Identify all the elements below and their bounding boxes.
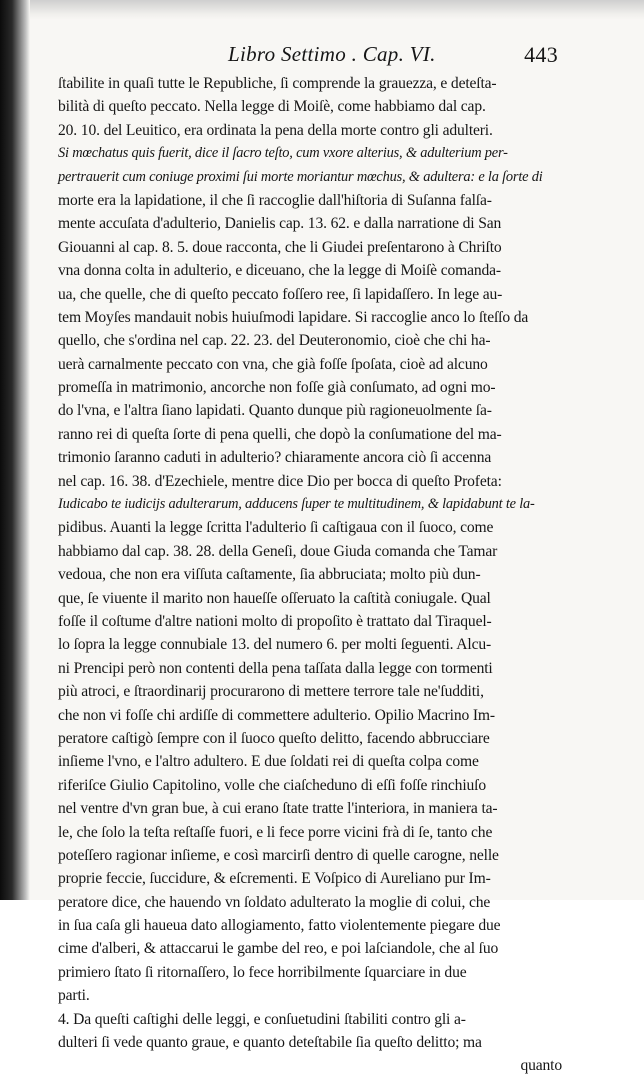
text-line: foſſe il coſtume d'altre nationi molto di propoſito è trattato dal Tiraquel- bbox=[58, 612, 492, 630]
text-line: ſtabilite in quaſi tutte le Republiche, ſi comprende la grauezza, e deteſta- bbox=[58, 75, 497, 92]
text-line: ni Prencipi però non contenti della pena taſſata dalla legge con tormenti bbox=[58, 659, 493, 677]
text-line: tem Moyſes mandauit nobis huiuſmodi lapidare. Si raccoglie anco lo ſteſſo da bbox=[58, 308, 529, 326]
text-line: peratore dice, che hauendo vn ſoldato adulterato la moglie di colui, che bbox=[58, 893, 491, 911]
text-line: que, ſe viuente il marito non haueſſe oſſeruato la caſtità coniugale. Qual bbox=[58, 589, 491, 607]
text-line: peratore caſtigò ſempre con il ſuoco queſto delitto, facendo abbrucciare bbox=[58, 729, 490, 747]
text-line: morte era la lapidatione, il che ſi raccoglie dall'hiſtoria di Suſanna falſa- bbox=[58, 191, 492, 209]
text-line: trimonio ſaranno caduti in adulterio? chiaramente ancora ciò ſi accenna bbox=[58, 449, 492, 467]
text-line: pidibus. Auanti la legge ſcritta l'adulterio ſi caſtigaua con il ſuoco, come bbox=[58, 519, 494, 537]
page-binding-edge bbox=[0, 0, 30, 900]
text-line: pertrauerit cum coniuge proximi ſui morte moriantur mœchus, & adultera: e la ſorte di bbox=[58, 168, 543, 185]
text-line: cime d'alberi, & attaccarui le gambe del reo, e poi laſciandole, che al ſuo bbox=[58, 940, 499, 958]
running-header bbox=[228, 42, 558, 67]
text-line: parti. bbox=[58, 987, 90, 1005]
text-line: lo ſopra la legge connubiale 13. del numero 6. per molti ſeguenti. Alcu- bbox=[58, 636, 492, 654]
text-line: che non vi foſſe chi ardiſſe di commettere adulterio. Opilio Macrino Im- bbox=[58, 706, 495, 724]
text-line: dulteri ſi vede quanto graue, e quanto deteſtabile ſia queſto delitto; ma bbox=[58, 1034, 482, 1052]
text-line: bilità di queſto peccato. Nella legge di Moiſè, come habbiamo dal cap. bbox=[58, 98, 486, 116]
text-line: riferiſce Giulio Capitolino, volle che ciaſcheduno di eſſi foſſe rinchiuſo bbox=[58, 776, 486, 794]
page-top-edge bbox=[0, 0, 644, 20]
text-line: in ſua caſa gli haueua dato allogiamento, fatto violentemente piegare due bbox=[58, 917, 501, 935]
running-title: Libro Settimo . Cap. VI. bbox=[228, 42, 436, 66]
body-text bbox=[58, 72, 566, 1078]
text-line: Giouanni al cap. 8. 5. doue racconta, che li Giudei preſentarono à Chriſto bbox=[58, 238, 502, 256]
text-line: mente accuſata d'adulterio, Danielis cap. 13. 62. e dalla narratione di San bbox=[58, 215, 502, 233]
text-line: nel cap. 16. 38. d'Ezechiele, mentre dice Dio per bocca di queſto Profeta: bbox=[58, 472, 502, 490]
text-line: ua, che quelle, che di queſto peccato foſſero ree, ſi lapidaſſero. In lege au- bbox=[58, 285, 503, 303]
text-line: nel ventre d'vn gran bue, à cui erano ſtate tratte l'interiora, in maniera ta- bbox=[58, 800, 498, 818]
text-line: le, che ſolo la teſta reſtaſſe fuori, e li fece porre vicini frà di ſe, tanto che bbox=[58, 823, 493, 841]
text-line: inſieme l'vno, e l'altro adultero. E due ſoldati rei di queſta colpa come bbox=[58, 753, 479, 771]
text-line: habbiamo dal cap. 38. 28. della Geneſi, doue Giuda comanda che Tamar bbox=[58, 542, 498, 560]
text-line: quello, che s'ordina nel cap. 22. 23. del Deuteronomio, cioè che chi ha- bbox=[58, 332, 491, 350]
text-line: 4. Da queſti caſtighi delle leggi, e conſuetudini ſtabiliti contro gli a- bbox=[58, 1010, 466, 1028]
page-number: 443 bbox=[524, 42, 558, 67]
catchword: quanto bbox=[520, 1057, 562, 1075]
text-line: 20. 10. del Leuitico, era ordinata la pena della morte contro gli adulteri. bbox=[58, 121, 493, 139]
text-line: uerà carnalmente peccato con vna, che già foſſe ſpoſata, cioè ad alcuno bbox=[58, 355, 488, 373]
text-line: promeſſa in matrimonio, ancorche non foſſe già conſumato, ad ogni mo- bbox=[58, 379, 496, 397]
text-line: poteſſero ragionar inſieme, e così marcirſi dentro di quelle carogne, nelle bbox=[58, 846, 499, 864]
text-line: vna donna colta in adulterio, e diceuano, che la legge di Moiſè comanda- bbox=[58, 262, 501, 280]
text-line: Si mœchatus quis fuerit, dice il ſacro teſto, cum vxore alterius, & adulterium per- bbox=[58, 145, 508, 162]
text-line: primiero ſtato ſi ritornaſſero, lo fece horribilmente ſquarciare in due bbox=[58, 963, 467, 981]
text-line: più atroci, e ſtraordinarij procurarono di mettere terrore tale ne'ſudditi, bbox=[58, 683, 484, 701]
text-line: ranno rei di queſta ſorte di pena quelli, che dopò la conſumatione del ma- bbox=[58, 425, 502, 443]
text-line: do l'vna, e l'altra ſiano lapidati. Quanto dunque più ragioneuolmente ſa- bbox=[58, 402, 492, 420]
text-line: Iudicabo te iudicijs adulterarum, adducens ſuper te multitudinem, & lapidabunt te la- bbox=[58, 496, 535, 513]
text-line: vedoua, che non era viſſuta caſtamente, ſia abbruciata; molto più dun- bbox=[58, 566, 481, 584]
text-line: proprie feccie, ſuccidure, & eſcrementi. E Voſpico di Aureliano pur Im- bbox=[58, 870, 491, 888]
